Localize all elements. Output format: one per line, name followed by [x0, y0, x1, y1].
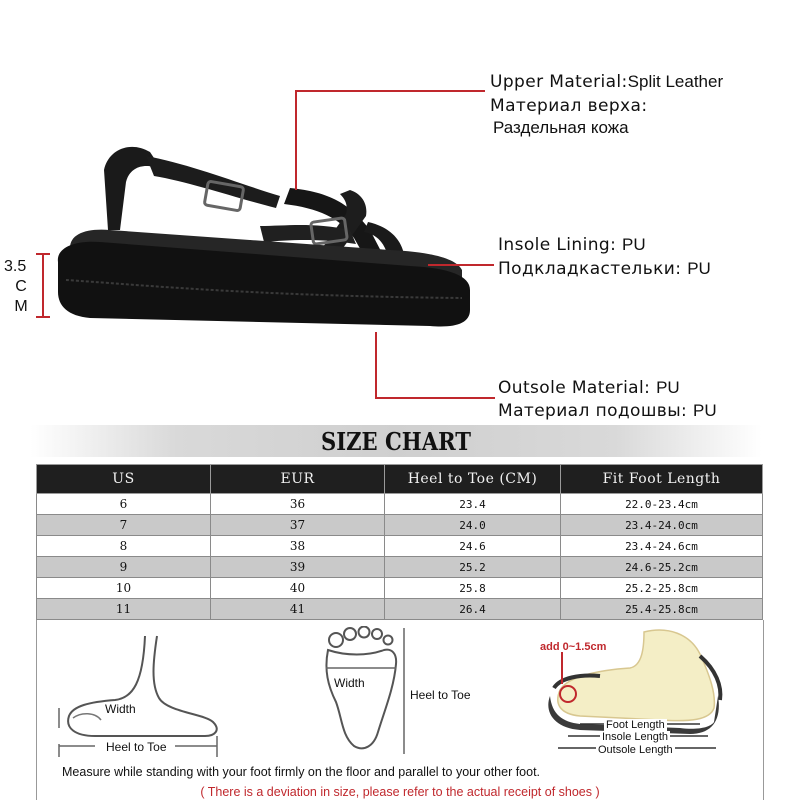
top-foot-diagram: [318, 626, 408, 756]
foot-length-label: Foot Length: [606, 719, 665, 731]
cell-heel-to-toe: 25.8: [385, 578, 561, 599]
cell-heel-to-toe: 24.0: [385, 515, 561, 536]
insole-en-value: PU: [622, 235, 646, 254]
cell-eur: 36: [211, 494, 385, 515]
upper-material-en-value: Split Leather: [627, 72, 724, 91]
header-fit-foot-length: Fit Foot Length: [561, 465, 763, 494]
insole-length-label: Insole Length: [602, 731, 669, 743]
table-row: [37, 578, 763, 599]
table-row: [37, 599, 763, 620]
cell-fit-length: 22.0-23.4cm: [561, 494, 763, 515]
outsole-en-label: Outsole Material:: [498, 378, 651, 398]
size-chart-table: [36, 464, 763, 620]
upper-material-ru-value: [493, 118, 629, 138]
outsole-ru-label-row: [498, 401, 717, 421]
height-bracket-line: [42, 253, 44, 317]
upper-material-ru-label: Материал верха:: [490, 96, 648, 116]
side-heel-to-toe-label: Heel to Toe: [106, 740, 167, 754]
cell-us: 11: [37, 599, 211, 620]
cell-fit-length: 23.4-24.0cm: [561, 515, 763, 536]
cell-fit-length: 23.4-24.6cm: [561, 536, 763, 557]
platform-height-unit-c: C: [15, 278, 27, 295]
insole-callout-line: [428, 264, 494, 266]
table-row: [37, 515, 763, 536]
deviation-note: ( There is a deviation in size, please refer to the actual receipt of shoes ): [200, 785, 600, 799]
measure-instructions: Measure while standing with your foot firmly on the floor and parallel to your other foot.: [62, 765, 541, 779]
height-bracket-bottom: [36, 316, 50, 318]
top-heel-to-toe-label: Heel to Toe: [410, 688, 471, 702]
cell-eur: 38: [211, 536, 385, 557]
header-heel-to-toe: Heel to Toe (CM): [385, 465, 561, 494]
insole-lining-label: [498, 235, 646, 255]
side-width-label: Width: [105, 702, 136, 716]
upper-material-ru-value-text: Раздельная кожа: [493, 118, 629, 137]
cell-eur: 41: [211, 599, 385, 620]
side-foot-diagram: [55, 632, 225, 757]
cell-us: 9: [37, 557, 211, 578]
outsole-callout-line: [375, 397, 495, 399]
header-us: US: [37, 465, 211, 494]
upper-material-label: [490, 72, 723, 92]
platform-height-unit-m: M: [14, 298, 28, 315]
outsole-ru-label: Материал подошвы:: [498, 401, 688, 421]
cell-eur: 37: [211, 515, 385, 536]
cell-eur: 40: [211, 578, 385, 599]
cell-heel-to-toe: 24.6: [385, 536, 561, 557]
insole-en-label: Insole Lining:: [498, 235, 617, 255]
allowance-label: add 0~1.5cm: [540, 641, 607, 653]
upper-callout-line-vertical: [295, 90, 297, 190]
platform-height-value: 3.5: [4, 258, 27, 275]
sandal-image: [50, 130, 490, 330]
outsole-length-label: Outsole Length: [598, 744, 673, 756]
cell-us: 10: [37, 578, 211, 599]
cell-heel-to-toe: 23.4: [385, 494, 561, 515]
cell-us: 7: [37, 515, 211, 536]
cell-fit-length: 25.4-25.8cm: [561, 599, 763, 620]
upper-callout-line: [295, 90, 485, 92]
size-table-header-row: [37, 465, 763, 494]
header-eur: EUR: [211, 465, 385, 494]
insole-ru-label-row: [498, 259, 711, 279]
upper-material-en-label: Upper Material:: [490, 72, 628, 92]
cell-heel-to-toe: 26.4: [385, 599, 561, 620]
insole-ru-value: PU: [687, 259, 711, 278]
outsole-en-value: PU: [656, 378, 680, 397]
size-chart-title: SIZE CHART: [320, 427, 472, 456]
insole-ru-label: Подкладкастельки:: [498, 259, 682, 279]
cell-fit-length: 25.2-25.8cm: [561, 578, 763, 599]
cell-heel-to-toe: 25.2: [385, 557, 561, 578]
outsole-callout-line-vertical: [375, 332, 377, 398]
outsole-ru-value: PU: [692, 401, 717, 420]
cell-fit-length: 24.6-25.2cm: [561, 557, 763, 578]
cell-us: 6: [37, 494, 211, 515]
table-row: [37, 557, 763, 578]
cell-eur: 39: [211, 557, 385, 578]
table-row: [37, 494, 763, 515]
cell-us: 8: [37, 536, 211, 557]
size-chart-banner: [30, 425, 762, 457]
outsole-material-label: [498, 378, 680, 398]
top-width-label: Width: [334, 676, 365, 690]
table-row: [37, 536, 763, 557]
